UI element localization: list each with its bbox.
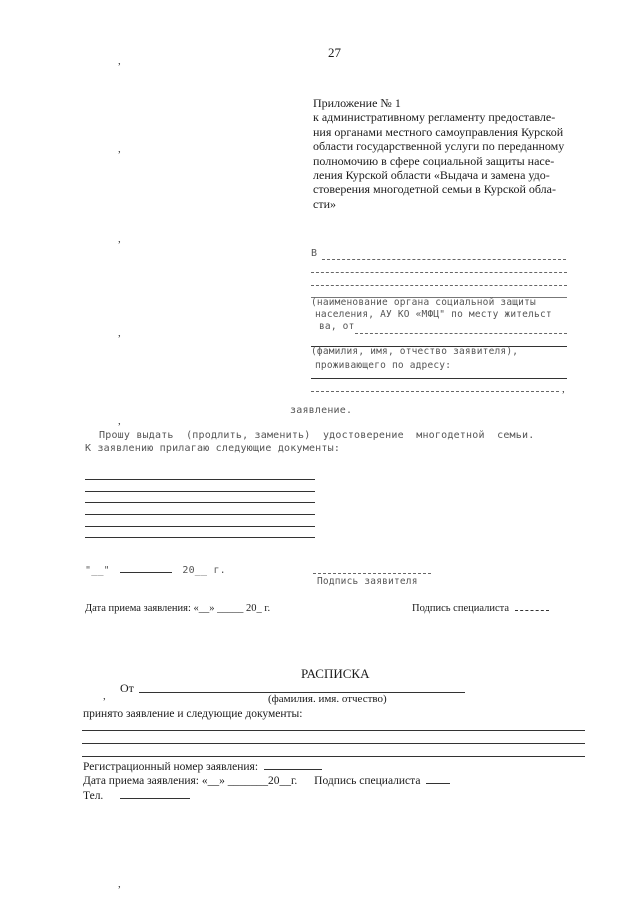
address-line [311, 391, 559, 392]
date-quote: "__" [85, 565, 110, 576]
address-hint: проживающего по адресу: [315, 360, 452, 371]
document-line [85, 491, 315, 492]
application-request: Прошу выдать (продлить, заменить) удостоверение многодетной семьи. [99, 430, 535, 441]
document-line [85, 514, 315, 515]
raspiska-specialist-blank [426, 783, 450, 784]
document-line [85, 502, 315, 503]
raspiska-phone-row [83, 790, 190, 802]
raspiska-accepted: принято заявление и следующие документы: [83, 708, 303, 720]
raspiska-title: РАСПИСКА [301, 666, 370, 681]
addressee-line [322, 259, 566, 260]
reg-number-label: Регистрационный номер заявления: [83, 761, 259, 773]
applicant-signature-label: Подпись заявителя [317, 576, 418, 587]
scan-mark: , [118, 878, 121, 890]
scan-mark: , [118, 143, 121, 155]
page-number: 27 [328, 45, 341, 60]
addressee-line [355, 333, 567, 334]
appendix-line: полномочию в сфере социальной защиты насе- [313, 153, 555, 168]
appendix-line: к административному регламенту предоставле- [313, 110, 556, 125]
appendix-line: ления Курской области «Выдача и замена удо- [313, 168, 550, 183]
address-line [311, 378, 567, 379]
organ-hint-line: (наименование органа социальной защиты [311, 297, 536, 308]
addressee-line [311, 272, 567, 273]
phone-label: Тел. [83, 790, 104, 802]
application-date [85, 565, 226, 576]
specialist-blank [515, 610, 549, 611]
raspiska-date-label: Дата приема заявления: «__» _______20__г. [83, 775, 298, 787]
appendix-block [313, 96, 593, 211]
raspiska-date-row [83, 775, 450, 787]
raspiska-from: От [120, 681, 134, 695]
organ-hint [311, 297, 581, 333]
document-line [85, 537, 315, 538]
appendix-line: стоверения многодетной семьи в Курской обла- [313, 182, 556, 197]
raspiska-reg-number [83, 761, 322, 773]
scan-mark: , [118, 415, 121, 427]
scan-mark: , [103, 690, 106, 702]
appendix-title: Приложение № 1 [313, 96, 401, 110]
application-attach: К заявлению прилагаю следующие документы: [85, 443, 341, 454]
scan-mark: , [118, 55, 121, 67]
specialist-label: Подпись специалиста [412, 603, 510, 614]
application-title: заявление. [290, 405, 353, 416]
date-blank [120, 572, 172, 573]
appendix-line: сти» [313, 196, 336, 211]
appendix-line: области государственной услуги по переданному [313, 139, 565, 154]
raspiska-specialist-label: Подпись специалиста [314, 775, 421, 787]
applicant-hint: (фамилия, имя, отчество заявителя), [311, 346, 519, 357]
appendix-line: ния органами местного самоуправления Курской [313, 124, 564, 139]
scan-mark: , [118, 233, 121, 245]
organ-hint-line: населения, АУ КО «МФЦ" по месту жительст [315, 309, 552, 320]
signature-line [313, 573, 431, 574]
document-line [85, 526, 315, 527]
organ-hint-line: ва, от [319, 321, 355, 332]
reg-number-blank [264, 769, 322, 770]
raspiska-doc-line [82, 743, 585, 744]
receipt-date-label: Дата приема заявления: «__» _____ 20_ г. [85, 603, 271, 614]
raspiska-name-hint: (фамилия. имя. отчество) [268, 693, 387, 705]
phone-blank [120, 798, 190, 799]
receipt-specialist [412, 603, 549, 614]
addressee-line [311, 285, 567, 286]
date-year: 20__ г. [182, 565, 226, 576]
document-line [85, 479, 315, 480]
raspiska-doc-line [82, 756, 585, 757]
raspiska-doc-line [82, 730, 585, 731]
scan-mark: , [118, 327, 121, 339]
addressee-to-prefix: В [311, 248, 318, 259]
scan-mark: , [562, 383, 565, 395]
